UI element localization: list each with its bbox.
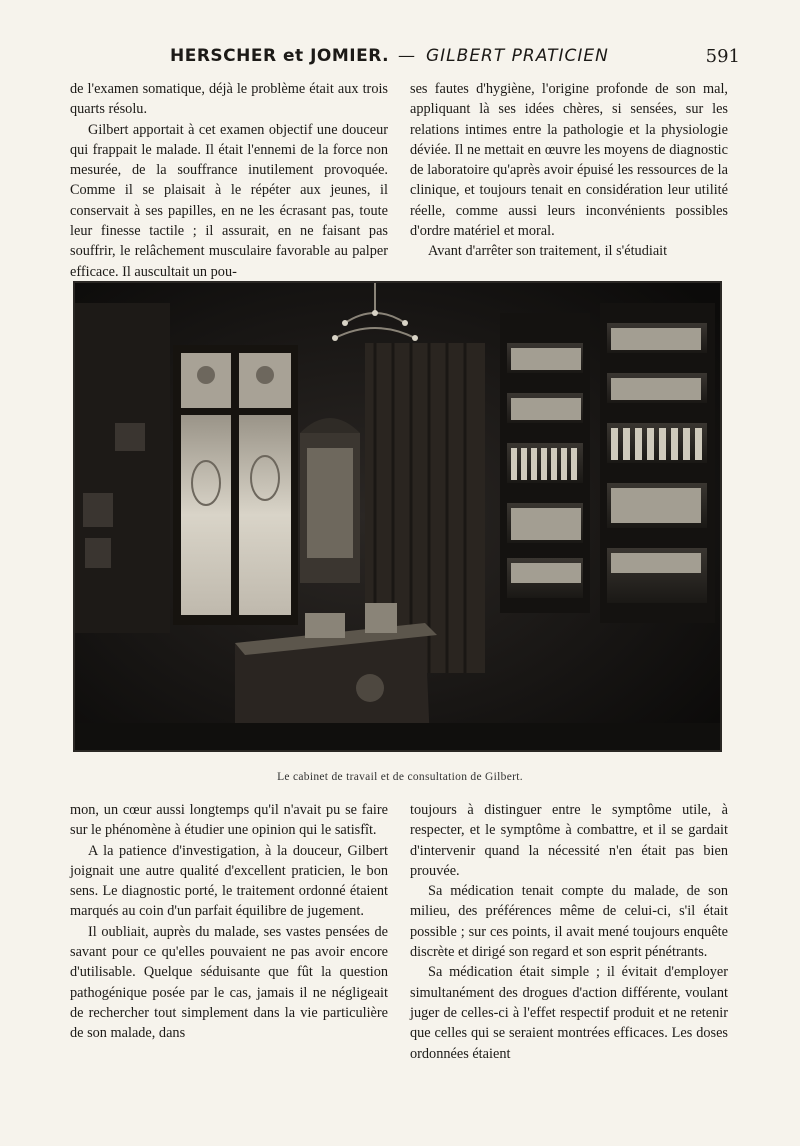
running-header [70, 46, 740, 70]
page-number: 591 [705, 46, 740, 67]
paragraph: ses fautes d'hygiène, l'origine profonde de son mal, appliquant là ses idées chères, si sensées, sur les relations intimes entre la pathologie et la physiologie déviée. Il ne mettait en œuvre les moyens de diagnostic de laboratoire qu'après avoir épuisé les ressources de la clinique, et toujours tenait en considération leur utilité réelle, comme aussi leurs inconvénients possibles d'ordre matériel et moral. [410, 81, 728, 240]
paragraph: mon, un cœur aussi longtemps qu'il n'avait pu se faire sur le phénomène à étudier une opinion qui le satisfît. [70, 802, 388, 839]
paragraph: A la patience d'investigation, à la douceur, Gilbert joignait une autre qualité d'excellent praticien, le bon sens. Le diagnostic porté, le traitement ordonné étaient marqués au coin d'un parfait équilibre de jugement. [70, 842, 388, 920]
paragraph: de l'examen somatique, déjà le problème était aux trois quarts résolu. [70, 81, 388, 118]
photo-caption: Le cabinet de travail et de consultation de Gilbert. [277, 771, 523, 783]
paragraph: Il oubliait, auprès du malade, ses vastes pensées de savant pour ce qu'elles pouvaient ne pas avoir encore d'utilisable. Quelque séduisante que fût la question pathogénique posée par le cas, jamais il ne négligeait de rechercher tout simplement dans la vie particulière de son malade, dans [70, 923, 388, 1042]
paragraph: Avant d'arrêter son traitement, il s'étudiait [428, 243, 668, 260]
header-authors: HERSCHER et JOMIER. [170, 46, 390, 66]
paragraph: Sa médication était simple ; il évitait d'employer simultanément des drogues d'action différente, voulant juger de celles-ci à l'effet respectif produit et ne retenir que celles qui se seraient montrées efficaces. Les doses ordonnées étaient [410, 964, 728, 1062]
paragraph: Sa médication tenait compte du malade, de son milieu, des préférences même de celui-ci, s'il était possible ; sur ces points, il avait mené toujours enquête discrète et dirigé son regard et son esprit pénétrants. [410, 883, 728, 961]
header-dash: — [398, 46, 415, 66]
column-top-right [410, 79, 728, 262]
column-top-left [70, 79, 388, 282]
column-bottom-right [410, 800, 728, 1064]
column-bottom-left [70, 800, 388, 1044]
paragraph: toujours à distinguer entre le symptôme utile, à respecter, et le symptôme à combattre, et il se gardait d'intervenir quand la nécessité n'en était pas bien prouvée. [410, 802, 728, 879]
paragraph: Gilbert apportait à cet examen objectif une douceur qui frappait le malade. Il était l'ennemi de la force non mesurée, de la souffrance inutilement provoquée. Comme il se plaisait à le répéter aux jeunes, il conservait à ses papilles, en ne les écrasant pas, toute leur finesse tactile ; il assurait, en ne faisant pas souffrir, le relâchement musculaire favorable au palper efficace. Il auscultait un pou- [70, 121, 388, 280]
photograph-illustration [75, 283, 720, 750]
header-subject: GILBERT PRATICIEN [426, 46, 609, 66]
study-room-photograph [73, 281, 722, 752]
